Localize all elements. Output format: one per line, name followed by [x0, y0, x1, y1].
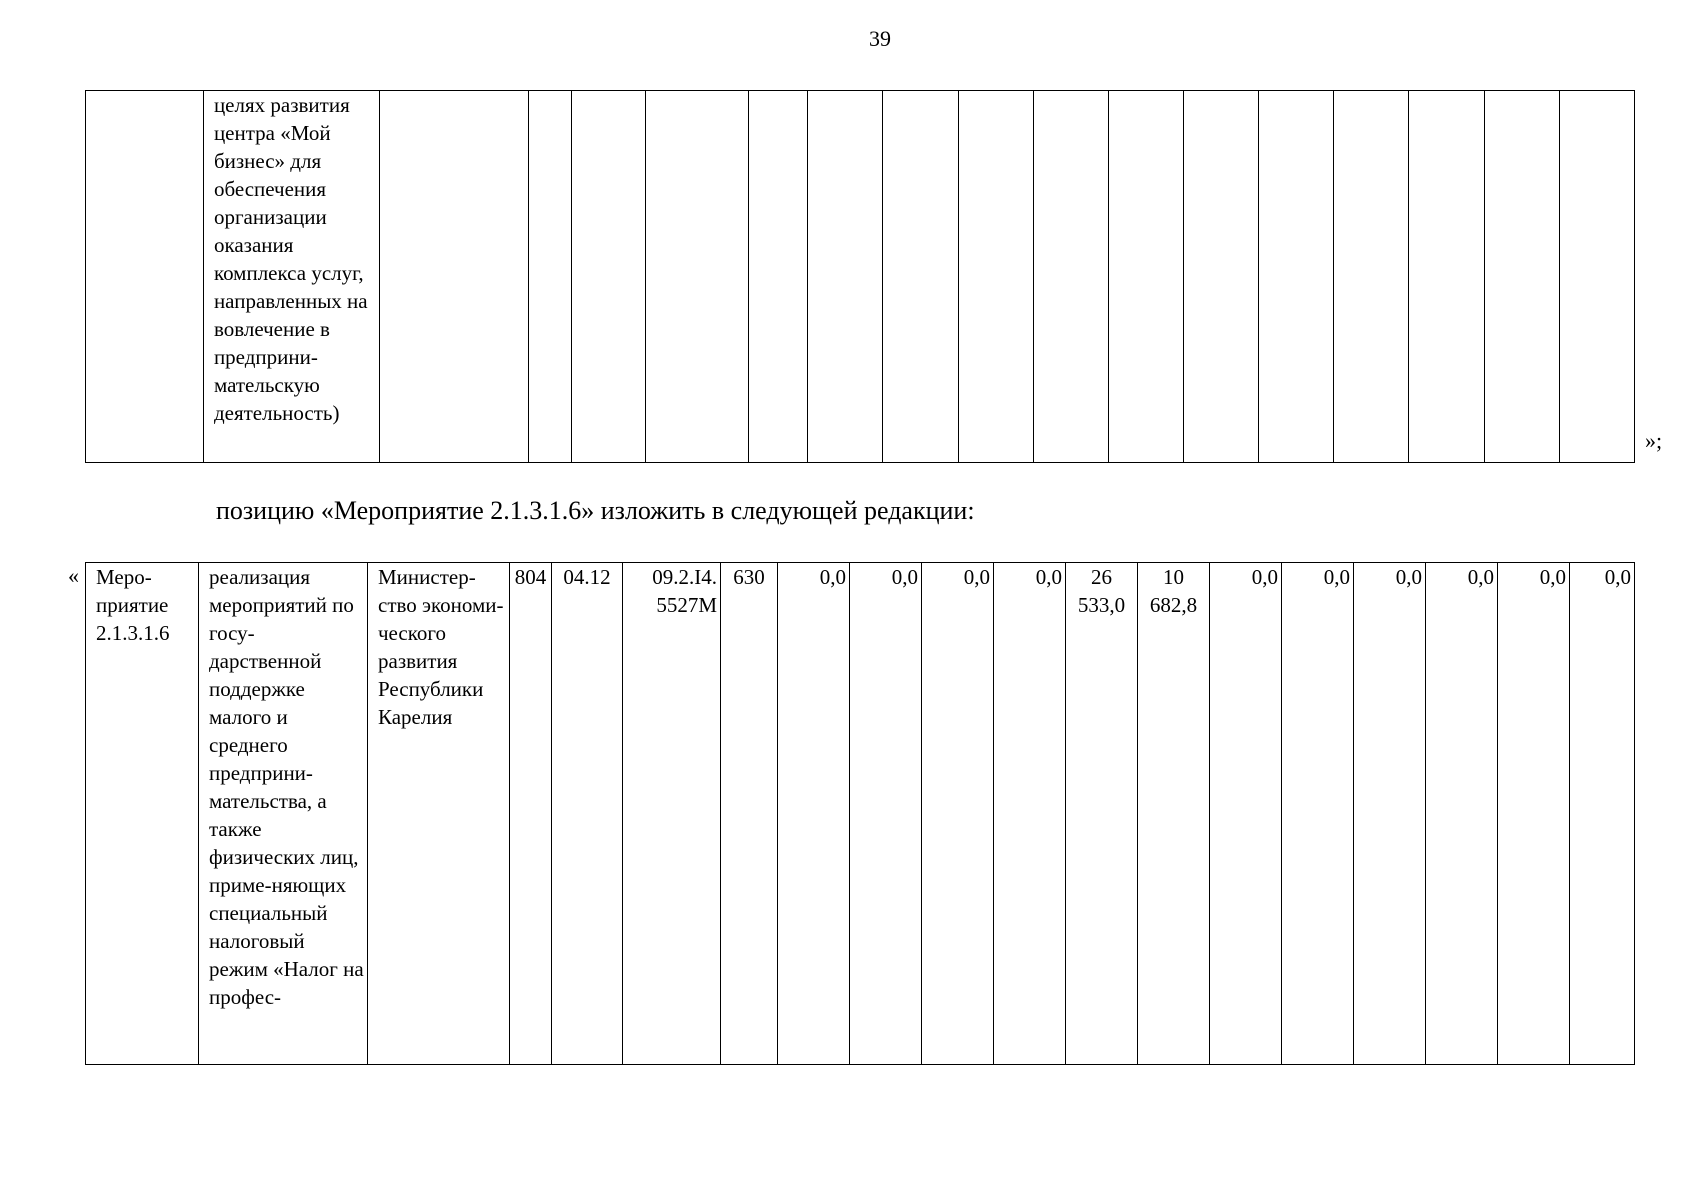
- value-cell: 0,0: [778, 563, 850, 1065]
- revised-table: [85, 562, 1635, 1065]
- continued-table: [85, 90, 1635, 463]
- executor-cell: Министер-ство экономи-ческого развития Республики Карелия: [368, 563, 510, 1065]
- closing-quote: »;: [1645, 428, 1663, 453]
- grbs-cell: 804: [510, 563, 552, 1065]
- value-cell: 0,0: [1210, 563, 1282, 1065]
- executor-cell: [380, 91, 528, 463]
- value-cell: 0,0: [1282, 563, 1354, 1065]
- value-cell: 0,0: [1570, 563, 1635, 1065]
- value-cell: 0,0: [1498, 563, 1570, 1065]
- table-row: [86, 563, 1635, 1065]
- value-cell: 0,0: [1354, 563, 1426, 1065]
- value-cell: 0,0: [850, 563, 922, 1065]
- instruction-text: позицию «Мероприятие 2.1.3.1.6» изложить в следующей редакции:: [216, 496, 975, 525]
- name-cell: [86, 91, 204, 463]
- vr-cell: 630: [721, 563, 778, 1065]
- opening-quote: «: [68, 563, 79, 588]
- value-cell: 0,0: [994, 563, 1066, 1065]
- value-cell: 0,0: [922, 563, 994, 1065]
- value-cell: 26 533,0: [1066, 563, 1138, 1065]
- description-cell: целях развития центра «Мой бизнес» для обеспечения организации оказания комплекса услуг, направленных на вовлечение в предприни-мательскую деятельность): [203, 91, 379, 463]
- name-cell: Меро-приятие 2.1.3.1.6: [86, 563, 199, 1065]
- rzpr-cell: 04.12: [552, 563, 623, 1065]
- table-row: [86, 91, 1635, 463]
- page-number: 39: [869, 26, 891, 51]
- value-cell: 10 682,8: [1138, 563, 1210, 1065]
- description-cell: реализация мероприятий по госу-дарственной поддержке малого и среднего предприни-мательства, а также физических лиц, приме-няющих специальный налоговый режим «Налог на профес-: [199, 563, 368, 1065]
- value-cell: 0,0: [1426, 563, 1498, 1065]
- csr-cell: 09.2.I4. 5527M: [623, 563, 721, 1065]
